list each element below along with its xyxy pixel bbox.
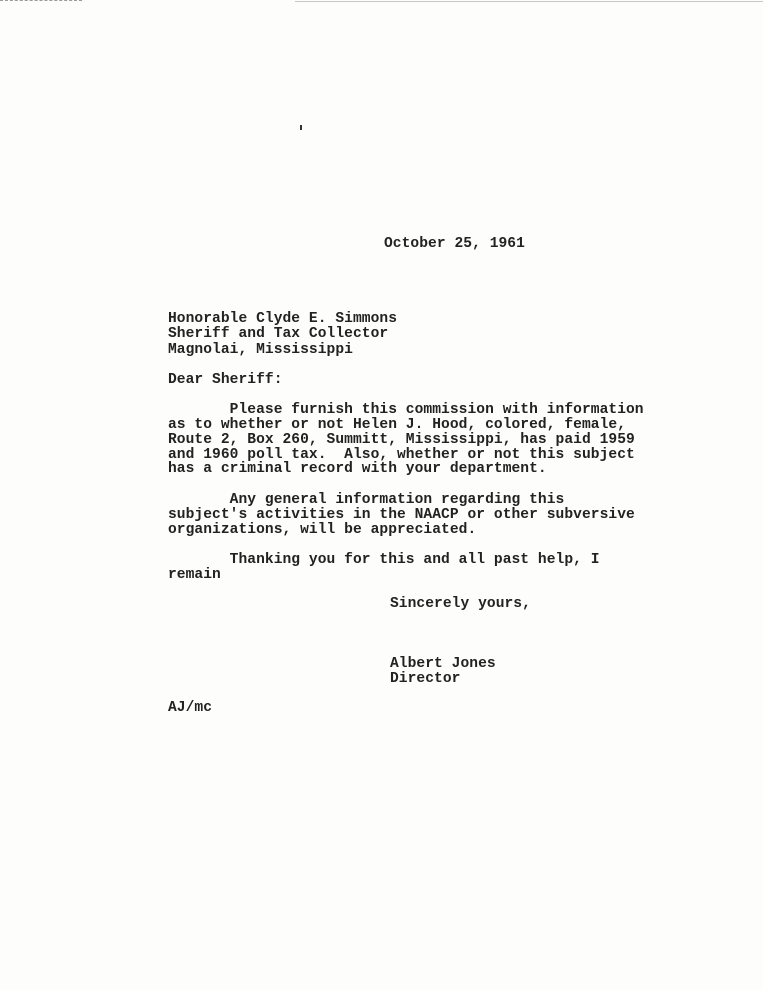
paper-speck (300, 125, 302, 130)
paragraph-1-line: Please furnish this commission with information (168, 402, 644, 418)
recipient-name: Honorable Clyde E. Simmons (168, 311, 397, 327)
paragraph-2-line: Any general information regarding this (168, 492, 565, 508)
paragraph-1-line: Route 2, Box 260, Summitt, Mississippi, has paid 1959 (168, 432, 635, 448)
paragraph-3-line: Thanking you for this and all past help, I (168, 552, 600, 568)
paragraph-1-line: as to whether or not Helen J. Hood, colored, female, (168, 417, 626, 433)
signer-title: Director (390, 671, 461, 687)
letter-date: October 25, 1961 (384, 236, 525, 252)
recipient-location: Magnolai, Mississippi (168, 342, 353, 358)
paragraph-1-line: and 1960 poll tax. Also, whether or not this subject (168, 447, 635, 463)
reference-initials: AJ/mc (168, 700, 213, 716)
recipient-title: Sheriff and Tax Collector (168, 326, 389, 342)
salutation: Dear Sheriff: (168, 372, 283, 388)
paragraph-2-line: organizations, will be appreciated. (168, 522, 477, 538)
paragraph-1-line: has a criminal record with your department. (168, 461, 547, 477)
paragraph-3-line: remain (168, 567, 221, 583)
signer-name: Albert Jones (390, 656, 496, 672)
top-edge-mark (0, 0, 82, 3)
top-edge-line (295, 1, 763, 2)
complimentary-close: Sincerely yours, (390, 596, 531, 612)
paragraph-2-line: subject's activities in the NAACP or other subversive (168, 507, 635, 523)
